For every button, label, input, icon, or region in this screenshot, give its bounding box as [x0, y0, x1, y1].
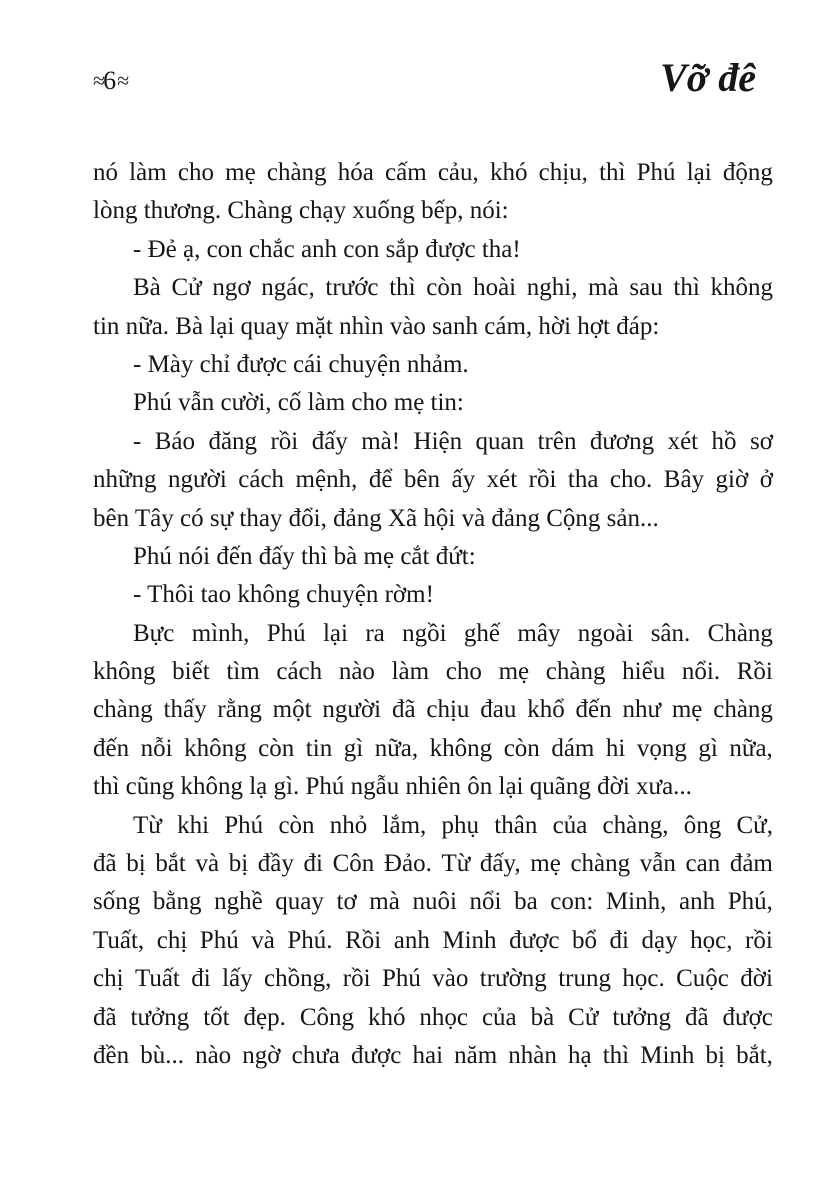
text-line: Phú vẫn cười, cố làm cho mẹ tin: — [133, 389, 464, 417]
text-line: sống bằng nghề quay tơ mà nuôi nổi ba con: Minh, anh Phú, — [93, 888, 773, 916]
text-line: - Đẻ ạ, con chắc anh con sắp được tha! — [133, 235, 521, 263]
text-line: Bực mình, Phú lại ra ngồi ghế mây ngoài sân. Chàng — [133, 619, 773, 647]
text-line: lòng thương. Chàng chạy xuống bếp, nói: — [93, 197, 509, 225]
text-line: đã tưởng tốt đẹp. Công khó nhọc của bà Cử tưởng đã được — [93, 1003, 773, 1031]
text-line: đền bù... nào ngờ chưa được hai năm nhàn hạ thì Minh bị bắt, — [93, 1041, 773, 1069]
text-line: những người cách mệnh, để bên ấy xét rồi tha cho. Bây giờ ở — [93, 466, 773, 494]
text-line: đã bị bắt và bị đầy đi Côn Đảo. Từ đấy, mẹ chàng vẫn can đảm — [93, 850, 773, 878]
text-line: tin nữa. Bà lại quay mặt nhìn vào sanh cám, hời hợt đáp: — [93, 312, 660, 340]
text-line: đến nỗi không còn tin gì nữa, không còn dám hi vọng gì nữa, — [93, 734, 773, 762]
text-line: chàng thấy rằng một người đã chịu đau khổ đến như mẹ chàng — [93, 696, 773, 724]
text-line: nó làm cho mẹ chàng hóa cấm cảu, khó chịu, thì Phú lại động — [93, 159, 773, 186]
page-header — [93, 52, 756, 112]
page-number-value: 6 — [103, 66, 118, 95]
text-line: thì cũng không lạ gì. Phú ngẫu nhiên ôn lại quãng đời xưa... — [93, 773, 692, 801]
text-line: - Mày chỉ được cái chuyện nhảm. — [133, 350, 469, 378]
page-number — [93, 66, 127, 97]
text-line: chị Tuất đi lấy chồng, rồi Phú vào trường trung học. Cuộc đời — [93, 965, 773, 993]
text-line: - Báo đăng rồi đấy mà! Hiện quan trên đương xét hồ sơ — [133, 427, 773, 455]
text-line: Từ khi Phú còn nhỏ lắm, phụ thân của chàng, ông Cử, — [133, 811, 773, 839]
text-line: - Thôi tao không chuyện rờm! — [133, 581, 434, 609]
page-number-ornament-left: ≈ — [93, 68, 104, 93]
text-body — [93, 154, 773, 1075]
text-line: Bà Cử ngơ ngác, trước thì còn hoài nghi, mà sau thì không — [133, 274, 773, 302]
page-number-ornament-right: ≈ — [117, 68, 128, 93]
text-line: Phú nói đến đấy thì bà mẹ cắt đứt: — [133, 542, 476, 570]
book-title: Vỡ đê — [660, 55, 756, 100]
text-line: không biết tìm cách nào làm cho mẹ chàng hiểu nổi. Rồi — [93, 658, 773, 686]
text-line: bên Tây có sự thay đổi, đảng Xã hội và đảng Cộng sản... — [93, 504, 659, 532]
text-line: Tuất, chị Phú và Phú. Rồi anh Minh được bổ đi dạy học, rồi — [93, 926, 773, 954]
